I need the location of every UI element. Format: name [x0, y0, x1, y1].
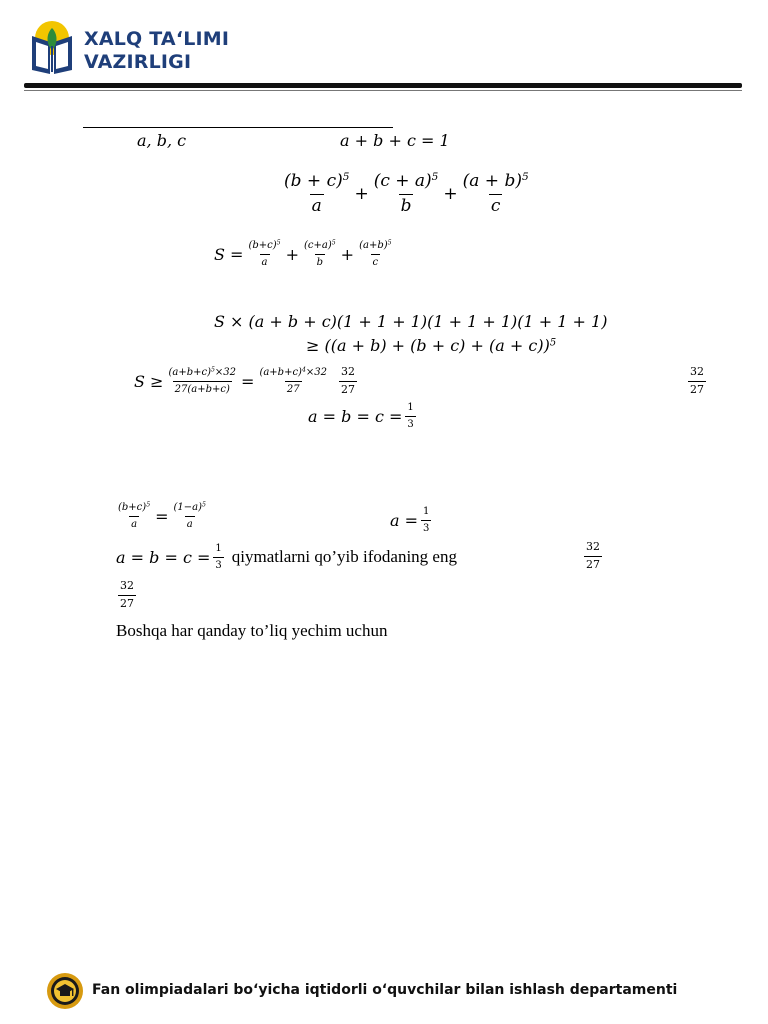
problem-term-3 — [461, 172, 531, 216]
term-numerator: (a+b) — [359, 240, 388, 251]
line2-math: a = b = c = — [116, 547, 211, 567]
holder-line-1: S × (a + b + c)(1 + 1 + 1)(1 + 1 + 1)(1 + 1 + 1) — [214, 312, 608, 331]
grading-line-2-result — [584, 541, 602, 571]
equality-lhs: a = b = c = — [308, 406, 403, 426]
fraction-numerator: (1−a) — [173, 502, 203, 513]
fraction-numerator-tail: ×32 — [305, 367, 328, 379]
holder-line-2-body: ≥ ((a + b) + (b + c) + (a + c)) — [306, 336, 550, 355]
fraction-numerator: (a+b+c) — [168, 367, 211, 379]
grading-fraction-2 — [172, 502, 208, 530]
fraction-denominator: 3 — [213, 557, 223, 572]
fraction-exponent: 5 — [202, 501, 206, 509]
term-exponent: 5 — [521, 171, 529, 184]
term-exponent: 5 — [387, 239, 392, 247]
a-eq: a = — [390, 510, 419, 530]
equality-fraction — [405, 402, 415, 430]
brand-line-1: XALQ TAʻLIMI — [84, 28, 230, 50]
grading-term — [116, 502, 208, 530]
term-numerator: (c + a) — [373, 171, 432, 191]
s-def-term-3 — [357, 240, 393, 268]
equality-case — [308, 402, 416, 430]
fraction-exponent: 5 — [210, 366, 215, 374]
ministry-name — [84, 28, 229, 74]
term-numerator: (b+c) — [248, 240, 277, 251]
fraction-denominator: 27(a+b+c) — [173, 381, 232, 396]
ineq-equals: = — [241, 371, 255, 391]
department-emblem-icon — [46, 972, 84, 1010]
ineq-fraction-1 — [166, 367, 238, 395]
holder-line-2-exponent: 5 — [549, 337, 557, 349]
term-exponent: 5 — [431, 171, 439, 184]
header-divider-shadow — [24, 90, 742, 91]
term-denominator: c — [490, 195, 501, 216]
term-numerator: (a + b) — [462, 171, 522, 191]
ineq-fraction-2 — [257, 367, 329, 395]
term-numerator: (c+a) — [303, 240, 332, 251]
s-def-term-1 — [246, 240, 282, 268]
term-denominator: c — [371, 254, 381, 269]
holder-line-2 — [306, 336, 556, 355]
fraction-numerator: 1 — [407, 402, 414, 413]
problem-expression: $\frac{(b + c)^5}{a}$ + $\frac{(c + a)^5}{b}$ + $\frac{(a + b)^5}{c}$ — [284, 171, 529, 216]
term-exponent: 5 — [342, 171, 350, 184]
term-exponent: 5 — [276, 239, 281, 247]
fraction-denominator: a — [185, 516, 195, 531]
grading-line-4: Boshqa har qanday to’liq yechim uchun — [116, 621, 388, 640]
result-denominator: 27 — [690, 382, 704, 396]
fraction-numerator: (a+b+c) — [259, 367, 302, 379]
a-fraction — [421, 506, 431, 534]
result-denominator: 27 — [341, 382, 356, 396]
result-fraction-right — [688, 366, 706, 396]
grading-line-3 — [118, 580, 136, 610]
fraction-denominator: 3 — [421, 520, 431, 535]
grading-a-value — [390, 506, 431, 534]
s-definition: S = $\frac{(b+c)^5}{a}$ + $\frac{(c+a)^5}{b}$ + $\frac{(a+b)^5}{c}$ — [214, 239, 392, 268]
problem-term-1 — [282, 172, 351, 216]
result-fraction — [688, 366, 706, 396]
fraction-denominator: 27 — [586, 557, 600, 571]
grading-equals: = — [155, 506, 169, 526]
term-denominator: b — [315, 254, 325, 269]
term-denominator: a — [260, 254, 270, 269]
ineq-result — [339, 366, 357, 396]
s-def-term-2 — [302, 240, 338, 268]
result-numerator: 32 — [341, 365, 356, 378]
fraction-exponent: 4 — [301, 366, 306, 374]
fraction-denominator: 3 — [405, 416, 415, 431]
line2-fraction — [213, 543, 223, 571]
term-denominator: a — [311, 195, 322, 216]
footer-department: Fan olimpiadalari bo‘yicha iqtidorli o‘quvchilar bilan ishlash departamenti — [92, 982, 678, 998]
result-fraction — [118, 580, 136, 610]
term-numerator: (b + c) — [284, 171, 343, 191]
fraction-numerator: 1 — [423, 506, 430, 517]
ministry-logo-icon — [28, 18, 76, 76]
header-divider — [24, 83, 742, 88]
grading-fraction-1 — [116, 502, 152, 530]
problem-variables: a, b, c — [137, 131, 187, 150]
fraction-exponent: 5 — [146, 501, 151, 509]
fraction-denominator: a — [129, 516, 139, 531]
result-numerator: 32 — [690, 365, 704, 378]
inequality-line — [134, 366, 357, 396]
problem-condition: a + b + c = 1 — [340, 131, 450, 150]
problem-term-2 — [372, 172, 441, 216]
result-fraction — [584, 541, 602, 571]
grading-line-2 — [116, 543, 460, 571]
fraction-numerator: 32 — [120, 579, 134, 592]
ineq-lhs: S ≥ — [134, 371, 164, 391]
line2-text: qiymatlarni qo’yib ifodaning eng — [231, 547, 457, 566]
term-exponent: 5 — [331, 239, 336, 247]
fraction-numerator: 32 — [586, 540, 600, 553]
s-def-lhs: S = — [214, 244, 244, 264]
problem-top-rule — [83, 127, 393, 128]
fraction-denominator: 27 — [285, 381, 302, 396]
fraction-numerator: 1 — [215, 543, 222, 554]
brand-line-2: VAZIRLIGI — [84, 51, 192, 73]
fraction-denominator: 27 — [120, 596, 134, 610]
fraction-numerator-tail: ×32 — [214, 367, 237, 379]
fraction-numerator: (b+c) — [118, 502, 147, 513]
term-denominator: b — [400, 195, 412, 216]
